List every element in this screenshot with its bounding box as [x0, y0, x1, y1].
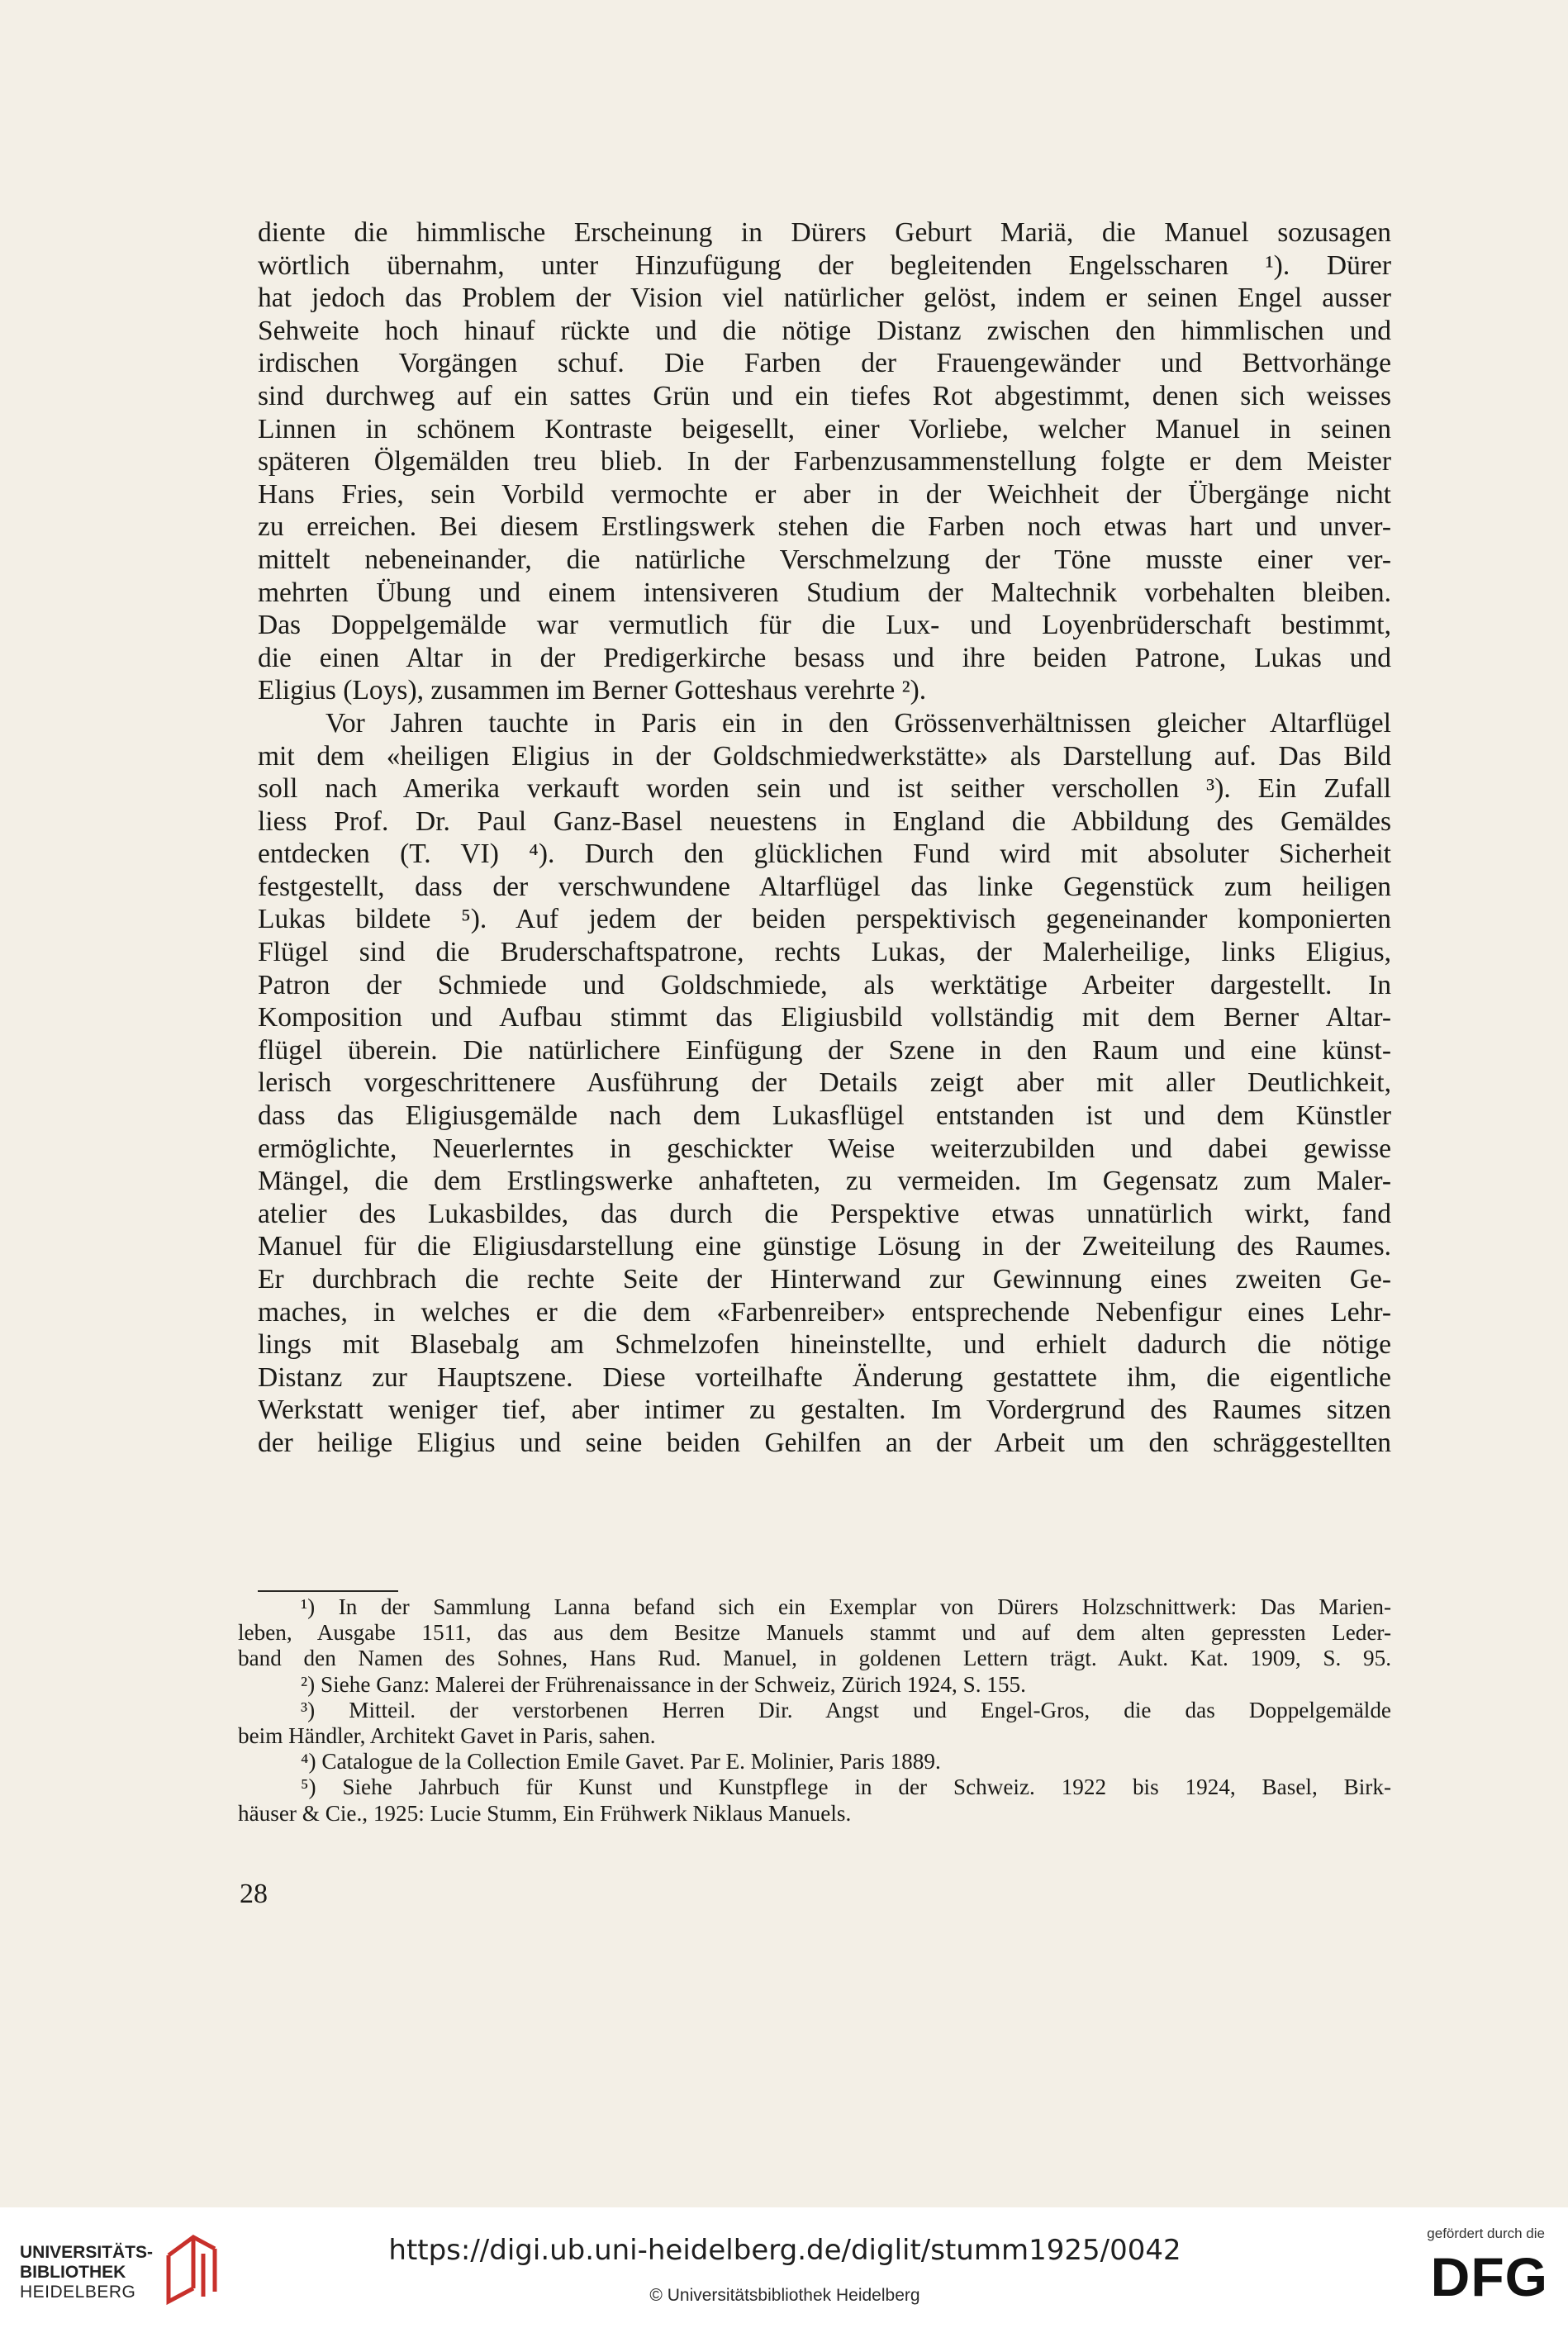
- body-line: liess Prof. Dr. Paul Ganz-Basel neuestens in England die Abbildung des Gemäldes: [258, 805, 1391, 837]
- library-name: [20, 2243, 160, 2302]
- footnotes: [238, 1594, 1391, 1827]
- body-line: Flügel sind die Bruderschaftspatrone, rechts Lukas, der Malerheilige, links Eligius,: [258, 937, 1391, 968]
- footnote-line: ³) Mitteil. der verstorbenen Herren Dir. Angst und Engel-Gros, die das Doppelgemälde: [301, 1697, 1391, 1722]
- body-line: späteren Ölgemälden treu blieb. In der Farbenzusammenstellung folgte er dem Meister: [258, 446, 1391, 477]
- body-text: [258, 216, 1391, 1460]
- body-line: mehrten Übung und einem intensiveren Studium der Maltechnik vorbehalten bleiben.: [258, 577, 1391, 608]
- copyright-notice: © Universitätsbibliothek Heidelberg: [649, 2286, 920, 2305]
- library-logo-icon: [160, 2231, 223, 2307]
- body-line: entdecken (T. VI) ⁴). Durch den glücklichen Fund wird mit absoluter Sicherheit: [258, 839, 1391, 870]
- body-line: Mängel, die dem Erstlingswerke anhafteten, zu vermeiden. Im Gegensatz zum Maler-: [258, 1166, 1391, 1197]
- footnote-line: ²) Siehe Ganz: Malerei der Frührenaissance in der Schweiz, Zürich 1924, S. 155.: [301, 1671, 1026, 1697]
- library-name-line: BIBLIOTHEK: [20, 2263, 126, 2282]
- body-line: die einen Altar in der Predigerkirche besass und ihre beiden Patrone, Lukas und: [258, 642, 1391, 673]
- body-line: der heilige Eligius und seine beiden Gehilfen an der Arbeit um den schräggestellten: [258, 1427, 1391, 1458]
- body-line: Linnen in schönem Kontraste beigesellt, einer Vorliebe, welcher Manuel in seinen: [258, 413, 1391, 444]
- footnote-line: häuser & Cie., 1925: Lucie Stumm, Ein Frühwerk Niklaus Manuels.: [238, 1800, 852, 1826]
- body-line: Manuel für die Eligiusdarstellung eine günstige Lösung in der Zweiteilung des Raumes.: [258, 1231, 1391, 1262]
- body-line: Patron der Schmiede und Goldschmiede, als werktätige Arbeiter dargestellt. In: [258, 969, 1391, 1000]
- body-line: maches, in welches er die dem «Farbenreiber» entsprechende Nebenfigur eines Lehr-: [258, 1296, 1391, 1328]
- funding-note: gefördert durch die: [1427, 2226, 1545, 2241]
- body-line: Lukas bildete ⁵). Auf jedem der beiden perspektivisch gegeneinander komponierten: [258, 904, 1391, 935]
- body-line: Werkstatt weniger tief, aber intimer zu gestalten. Im Vordergrund des Raumes sitzen: [258, 1394, 1391, 1426]
- body-line: Eligius (Loys), zusammen im Berner Gotteshaus verehrte ²).: [258, 675, 927, 706]
- body-line: mit dem «heiligen Eligius in der Goldschmiedwerkstätte» als Darstellung auf. Das Bild: [258, 740, 1391, 772]
- body-line: hat jedoch das Problem der Vision viel natürlicher gelöst, indem er seinen Engel ausser: [258, 283, 1391, 314]
- page-number: 28: [240, 1879, 268, 1909]
- dfg-logo[interactable]: DFG: [1430, 2246, 1548, 2307]
- footnote-line: band den Namen des Sohnes, Hans Rud. Manuel, in goldenen Lettern trägt. Aukt. Kat. 1909, S. 95.: [238, 1646, 1391, 1671]
- body-line: Sehweite hoch hinauf rückte und die nötige Distanz zwischen den himmlischen und: [258, 315, 1391, 346]
- body-line: Hans Fries, sein Vorbild vermochte er aber in der Weichheit der Übergänge nicht: [258, 478, 1391, 510]
- permalink-url[interactable]: https://digi.ub.uni-heidelberg.de/diglit/stumm1925/0042: [388, 2234, 1181, 2267]
- body-line: irdischen Vorgängen schuf. Die Farben der Frauengewänder und Bettvorhänge: [258, 348, 1391, 379]
- body-line: wörtlich übernahm, unter Hinzufügung der begleitenden Engelsscharen ¹). Dürer: [258, 249, 1391, 281]
- body-line: Vor Jahren tauchte in Paris ein in den Grössenverhältnissen gleicher Altarflügel: [325, 707, 1391, 739]
- body-line: atelier des Lukasbildes, das durch die Perspektive etwas unnatürlich wirkt, fand: [258, 1198, 1391, 1229]
- body-line: flügel überein. Die natürlichere Einfügung der Szene in den Raum und eine künst-: [258, 1034, 1391, 1066]
- body-line: diente die himmlische Erscheinung in Dürers Geburt Mariä, die Manuel sozusagen: [258, 217, 1391, 248]
- library-name-line: UNIVERSITÄTS-: [20, 2243, 154, 2262]
- footnote-line: ⁵) Siehe Jahrbuch für Kunst und Kunstpflege in der Schweiz. 1922 bis 1924, Basel, Birk-: [301, 1775, 1391, 1800]
- footnote-line: leben, Ausgabe 1511, das aus dem Besitze Manuels stammt und auf dem alten gepressten Leder-: [238, 1620, 1391, 1646]
- body-line: dass das Eligiusgemälde nach dem Lukasflügel entstanden ist und dem Künstler: [258, 1100, 1391, 1132]
- body-line: lings mit Blasebalg am Schmelzofen hineinstellte, und erhielt dadurch die nötige: [258, 1329, 1391, 1361]
- body-line: lerisch vorgeschrittenere Ausführung der Details zeigt aber mit aller Deutlichkeit,: [258, 1067, 1391, 1099]
- body-line: ermöglichte, Neuerlerntes in geschickter Weise weiterzubilden und dabei gewisse: [258, 1133, 1391, 1164]
- body-line: Das Doppelgemälde war vermutlich für die Lux- und Loyenbrüderschaft bestimmt,: [258, 610, 1391, 641]
- body-line: mittelt nebeneinander, die natürliche Verschmelzung der Töne musste einer ver-: [258, 544, 1391, 575]
- footnote-line: ¹) In der Sammlung Lanna befand sich ein Exemplar von Dürers Holzschnittwerk: Das Marien-: [301, 1594, 1391, 1619]
- body-line: Distanz zur Hauptszene. Diese vorteilhafte Änderung gestattete ihm, die eigentliche: [258, 1361, 1391, 1393]
- body-line: zu erreichen. Bei diesem Erstlingswerk stehen die Farben noch etwas hart und unver-: [258, 511, 1391, 543]
- footnote-rule: [258, 1590, 398, 1592]
- viewer-footer: [0, 2207, 1568, 2328]
- body-line: Er durchbrach die rechte Seite der Hinterwand zur Gewinnung eines zweiten Ge-: [258, 1264, 1391, 1295]
- library-name-line: HEIDELBERG: [20, 2283, 136, 2302]
- body-line: festgestellt, dass der verschwundene Altarflügel das linke Gegenstück zum heiligen: [258, 871, 1391, 902]
- footnote-line: ⁴) Catalogue de la Collection Emile Gavet. Par E. Molinier, Paris 1889.: [301, 1749, 941, 1775]
- footnote-line: beim Händler, Architekt Gavet in Paris, sahen.: [238, 1722, 656, 1748]
- body-line: soll nach Amerika verkauft worden sein und ist seither verschollen ³). Ein Zufall: [258, 773, 1391, 805]
- body-line: Komposition und Aufbau stimmt das Eligiusbild vollständig mit dem Berner Altar-: [258, 1002, 1391, 1033]
- body-line: sind durchweg auf ein sattes Grün und ein tiefes Rot abgestimmt, denen sich weisses: [258, 380, 1391, 411]
